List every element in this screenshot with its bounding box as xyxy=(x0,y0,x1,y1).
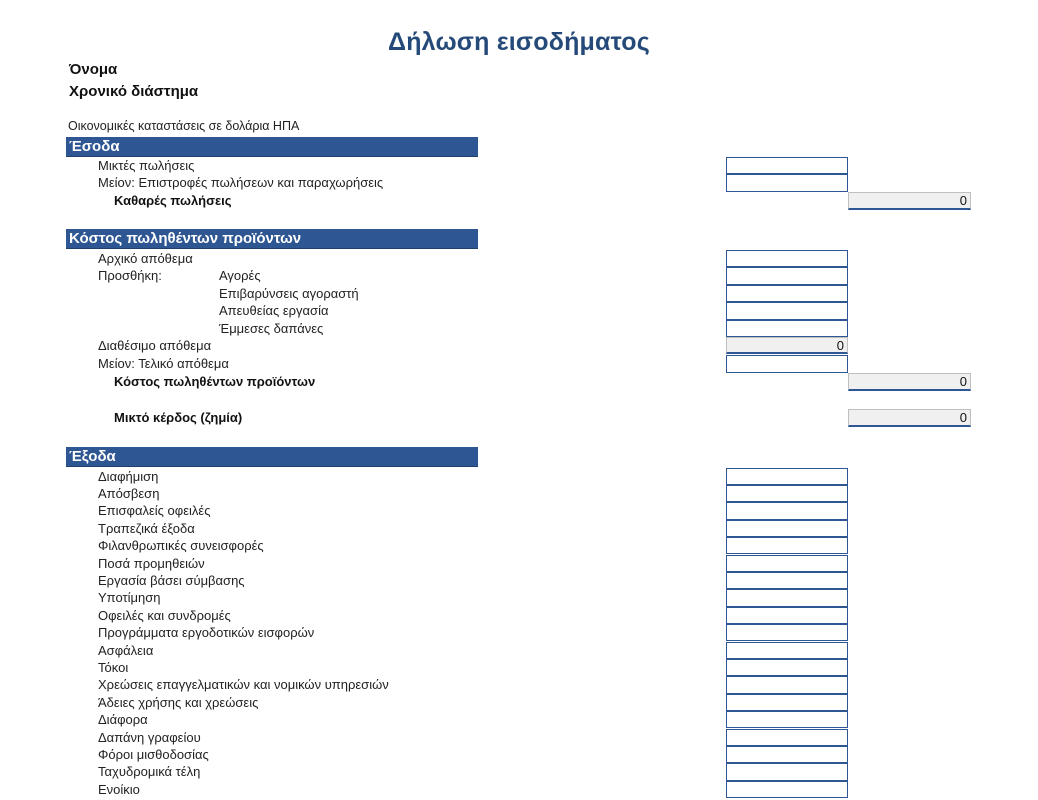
expense-input[interactable] xyxy=(726,659,848,676)
expense-input[interactable] xyxy=(726,537,848,554)
income-section-header: Έσοδα xyxy=(66,137,478,157)
expense-label: Επισφαλείς οφειλές xyxy=(98,503,211,519)
expense-input[interactable] xyxy=(726,694,848,711)
expense-label: Χρεώσεις επαγγελματικών και νομικών υπηρεσιών xyxy=(98,677,389,693)
freight-in-label: Επιβαρύνσεις αγοραστή xyxy=(219,285,359,301)
net-sales-row xyxy=(0,192,1038,209)
expense-input[interactable] xyxy=(726,572,848,589)
add-label: Προσθήκη: xyxy=(98,268,162,284)
gross-sales-input[interactable] xyxy=(726,157,848,174)
expense-input[interactable] xyxy=(726,485,848,502)
expense-row xyxy=(0,729,1038,746)
cogs-total-row xyxy=(0,373,1038,390)
expense-row xyxy=(0,781,1038,798)
indirect-expenses-row xyxy=(0,320,1038,337)
expenses-section-header: Έξοδα xyxy=(66,447,478,467)
expense-input[interactable] xyxy=(726,746,848,763)
expense-row xyxy=(0,642,1038,659)
beginning-inventory-input[interactable] xyxy=(726,250,848,267)
expense-label: Προγράμματα εργοδοτικών εισφορών xyxy=(98,625,315,641)
purchases-label: Αγορές xyxy=(219,268,261,284)
expense-row xyxy=(0,502,1038,519)
expense-label: Εργασία βάσει σύμβασης xyxy=(98,572,245,588)
currency-note: Οικονομικές καταστάσεις σε δολάρια ΗΠΑ xyxy=(68,119,300,133)
direct-labor-label: Απευθείας εργασία xyxy=(219,303,329,319)
expense-label: Τόκοι xyxy=(98,659,129,675)
expense-row xyxy=(0,711,1038,728)
indirect-expenses-input[interactable] xyxy=(726,320,848,337)
expense-label: Ταχυδρομικά τέλη xyxy=(98,764,201,780)
expense-label: Διαφήμιση xyxy=(98,468,159,484)
expense-input[interactable] xyxy=(726,555,848,572)
expense-row xyxy=(0,607,1038,624)
expense-input[interactable] xyxy=(726,468,848,485)
beginning-inventory-row xyxy=(0,250,1038,267)
freight-in-input[interactable] xyxy=(726,285,848,302)
expense-row xyxy=(0,468,1038,485)
returns-input[interactable] xyxy=(726,174,848,191)
expense-row xyxy=(0,746,1038,763)
expense-label: Διάφορα xyxy=(98,712,148,728)
beginning-inventory-label: Αρχικό απόθεμα xyxy=(98,251,193,266)
expense-label: Άδειες χρήσης και χρεώσεις xyxy=(98,694,259,710)
expense-input[interactable] xyxy=(726,763,848,780)
expense-input[interactable] xyxy=(726,520,848,537)
expense-label: Υποτίμηση xyxy=(98,590,161,606)
expense-row xyxy=(0,537,1038,554)
expense-label: Οφειλές και συνδρομές xyxy=(98,607,231,623)
expense-input[interactable] xyxy=(726,676,848,693)
net-sales-total[interactable]: 0 xyxy=(848,192,971,210)
indirect-expenses-label: Έμμεσες δαπάνες xyxy=(219,320,324,336)
expense-label: Δαπάνη γραφείου xyxy=(98,729,201,745)
expense-row xyxy=(0,659,1038,676)
direct-labor-row xyxy=(0,302,1038,319)
expense-row xyxy=(0,589,1038,606)
expense-input[interactable] xyxy=(726,781,848,798)
ending-inventory-label: Μείον: Τελικό απόθεμα xyxy=(98,356,229,372)
direct-labor-input[interactable] xyxy=(726,302,848,319)
returns-label: Μείον: Επιστροφές πωλήσεων και παραχωρήσεις xyxy=(98,175,384,191)
gross-sales-label: Μικτές πωλήσεις xyxy=(98,158,195,173)
inventory-available-row xyxy=(0,337,1038,354)
expense-input[interactable] xyxy=(726,711,848,728)
ending-inventory-input[interactable] xyxy=(726,355,848,372)
ending-inventory-row xyxy=(0,355,1038,372)
expense-input[interactable] xyxy=(726,589,848,606)
period-label: Χρονικό διάστημα xyxy=(69,83,199,100)
inventory-available-value[interactable]: 0 xyxy=(726,337,848,354)
expense-input[interactable] xyxy=(726,729,848,746)
expense-label: Φόροι μισθοδοσίας xyxy=(98,746,209,762)
expense-input[interactable] xyxy=(726,502,848,519)
gross-profit-value[interactable]: 0 xyxy=(848,409,971,427)
gross-sales-row xyxy=(0,157,1038,174)
returns-row xyxy=(0,174,1038,191)
expense-row xyxy=(0,676,1038,693)
expense-row xyxy=(0,694,1038,711)
purchases-row xyxy=(0,267,1038,284)
cogs-total-value[interactable]: 0 xyxy=(848,373,971,391)
cogs-section-header: Κόστος πωληθέντων προϊόντων xyxy=(66,229,478,249)
expense-label: Φιλανθρωπικές συνεισφορές xyxy=(98,538,264,554)
freight-in-row xyxy=(0,285,1038,302)
expense-label: Ασφάλεια xyxy=(98,642,154,658)
inventory-available-label: Διαθέσιμο απόθεμα xyxy=(98,338,212,353)
gross-profit-row xyxy=(0,409,1038,426)
page-title: Δήλωση εισοδήματος xyxy=(388,28,650,56)
cogs-total-label: Κόστος πωληθέντων προϊόντων xyxy=(114,374,316,389)
expense-row xyxy=(0,763,1038,780)
expense-row xyxy=(0,485,1038,502)
expense-input[interactable] xyxy=(726,607,848,624)
expense-label: Ποσά προμηθειών xyxy=(98,555,205,571)
expense-row xyxy=(0,624,1038,641)
expense-label: Τραπεζικά έξοδα xyxy=(98,520,195,536)
expense-row xyxy=(0,555,1038,572)
expense-row xyxy=(0,520,1038,537)
expense-row xyxy=(0,572,1038,589)
expense-label: Απόσβεση xyxy=(98,485,160,501)
name-label: Όνομα xyxy=(69,61,118,78)
expense-label: Ενοίκιο xyxy=(98,781,140,797)
expense-input[interactable] xyxy=(726,624,848,641)
expense-input[interactable] xyxy=(726,642,848,659)
purchases-input[interactable] xyxy=(726,267,848,284)
net-sales-label: Καθαρές πωλήσεις xyxy=(114,192,232,208)
gross-profit-label: Μικτό κέρδος (ζημία) xyxy=(114,410,243,425)
